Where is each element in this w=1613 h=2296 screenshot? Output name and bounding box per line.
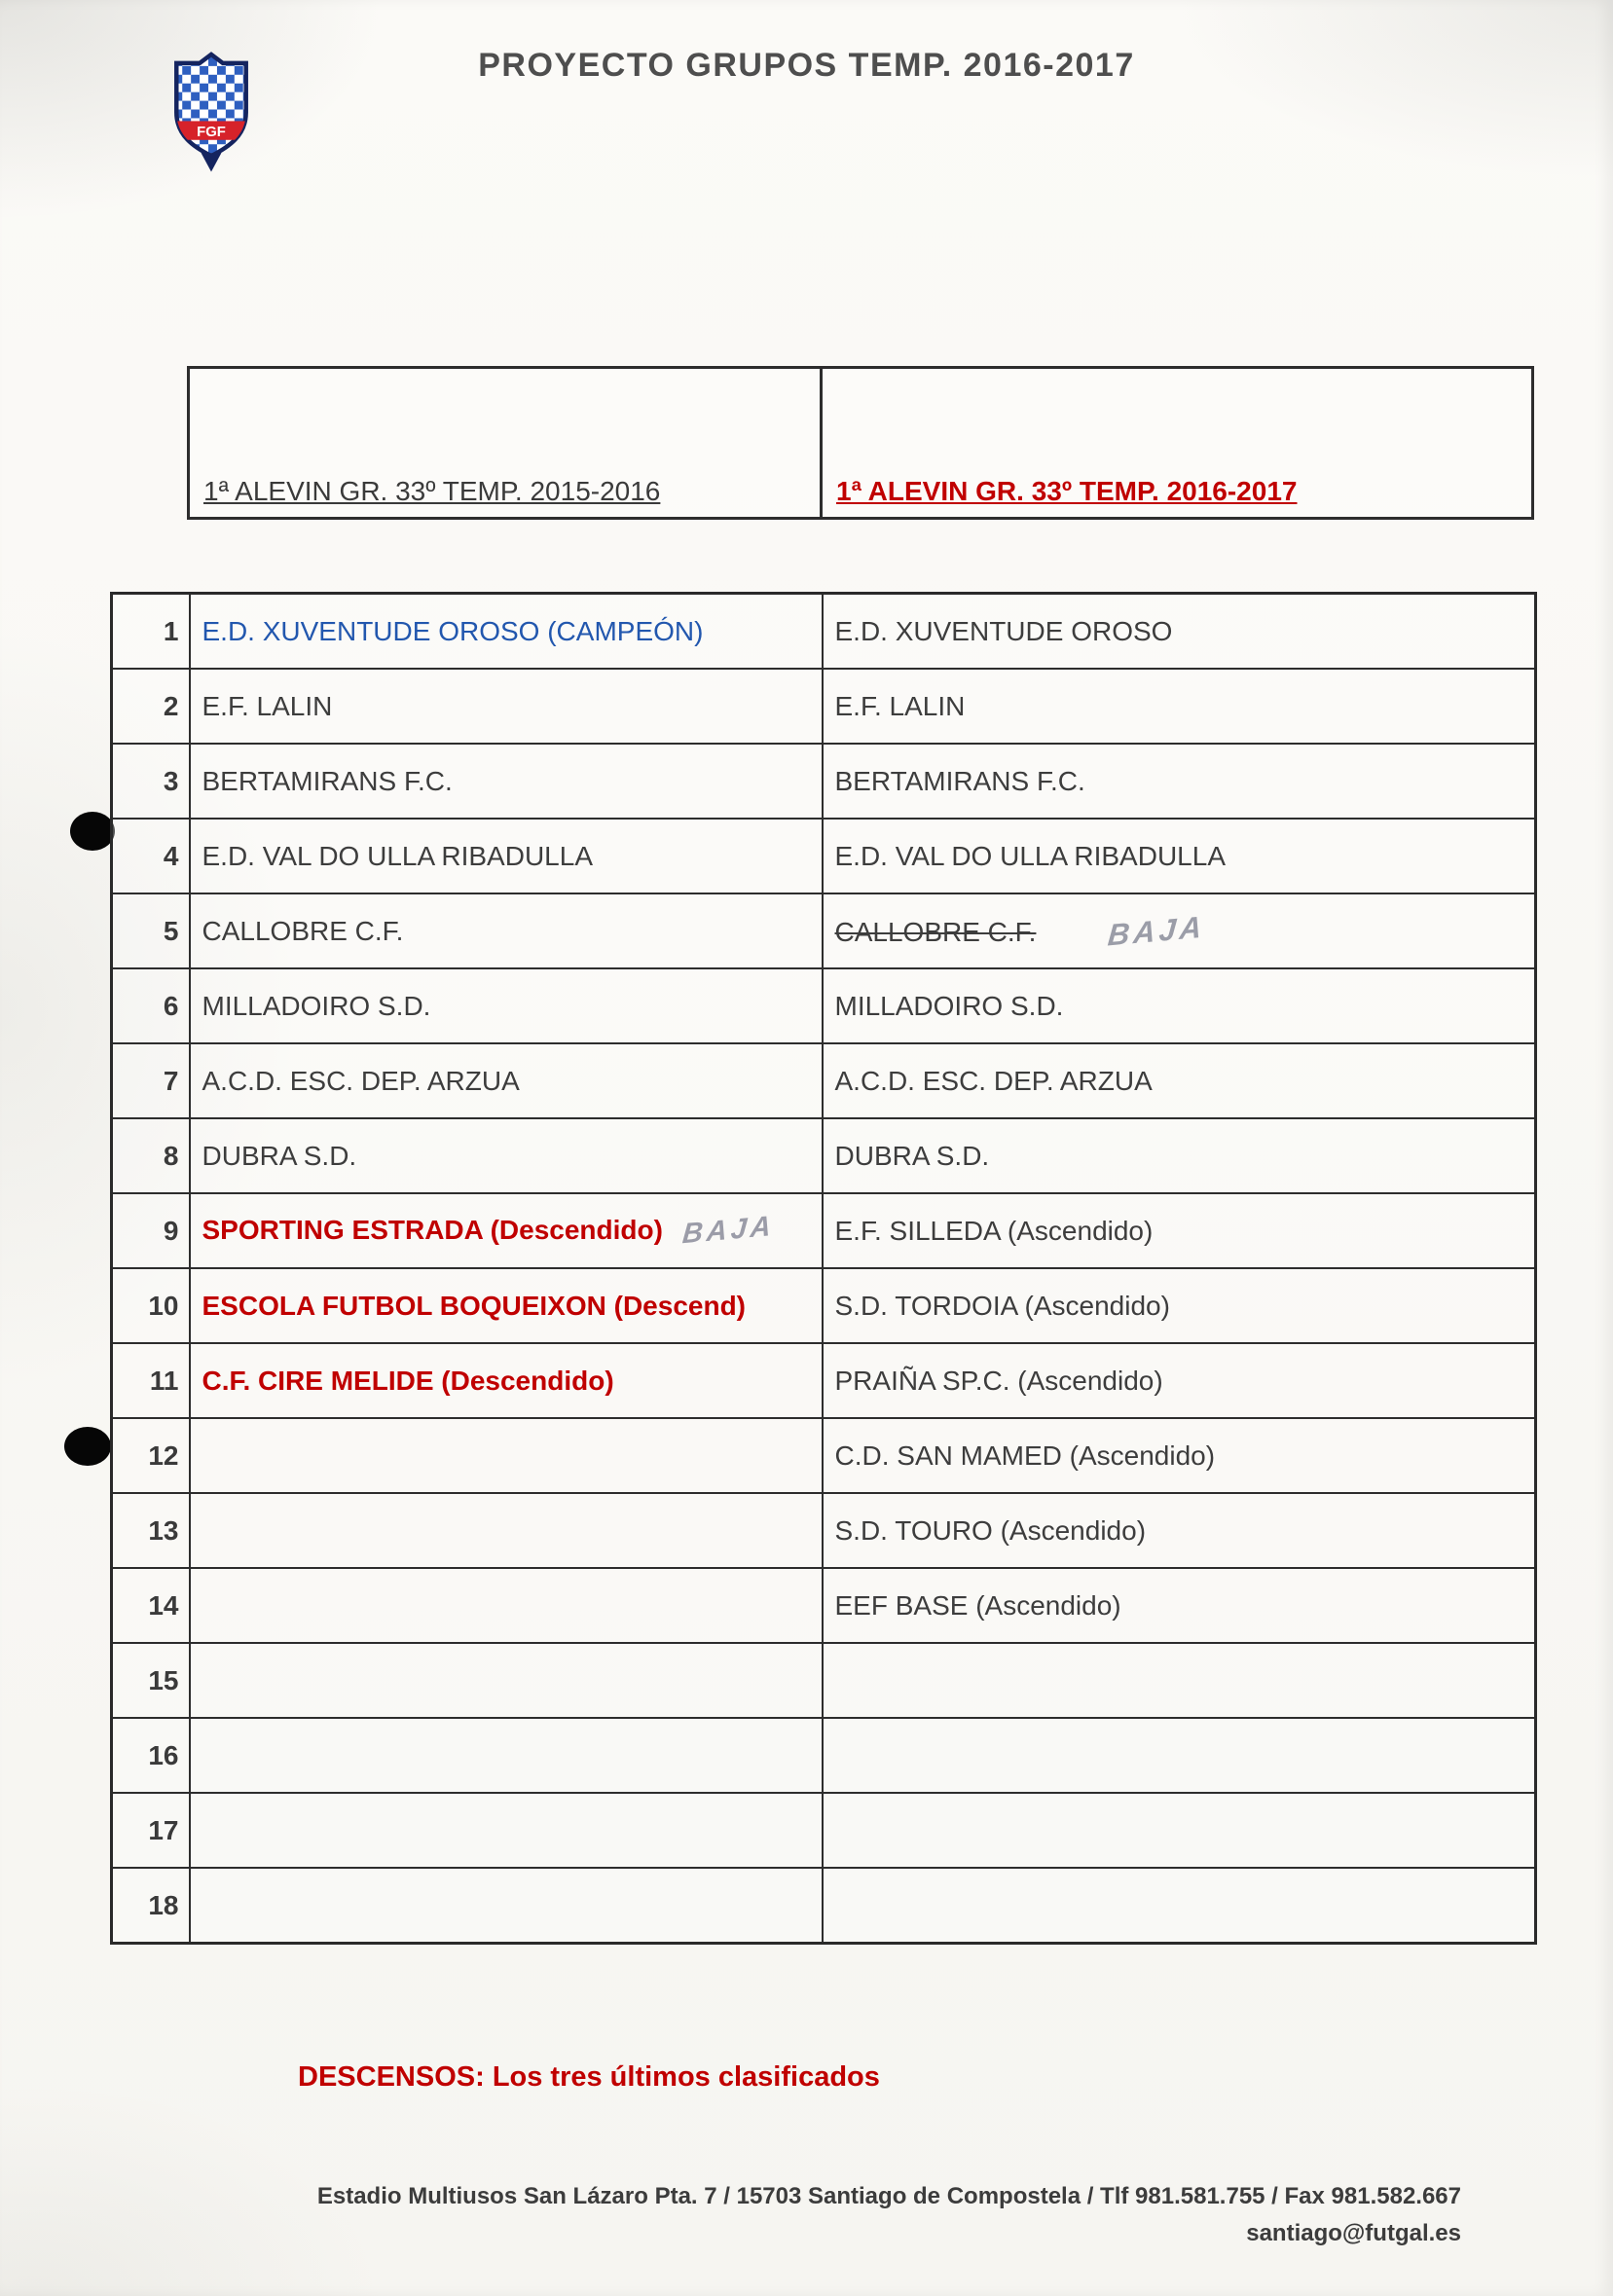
table-row [112,1718,1536,1793]
club-current-season: PRAIÑA SP.C. (Ascendido) [823,1343,1536,1418]
club-previous-season: CALLOBRE C.F. [190,893,823,968]
row-number: 8 [112,1118,190,1193]
club-current-season: MILLADOIRO S.D. [823,968,1536,1043]
handwritten-baja-note: BAJA [1106,908,1208,953]
season-header-table [187,366,1534,520]
club-previous-season: MILLADOIRO S.D. [190,968,823,1043]
club-current-season: EEF BASE (Ascendido) [823,1568,1536,1643]
table-row [112,1868,1536,1944]
row-number: 6 [112,968,190,1043]
row-number: 1 [112,594,190,670]
club-current-season: E.D. VAL DO ULLA RIBADULLA [823,819,1536,893]
row-number: 14 [112,1568,190,1643]
row-number: 10 [112,1268,190,1343]
row-number: 18 [112,1868,190,1944]
row-number: 12 [112,1418,190,1493]
season-header-2016-2017: 1ª ALEVIN GR. 33º TEMP. 2016-2017 [836,476,1298,506]
hole-punch-mark [64,1427,111,1466]
footer-email: santiago@futgal.es [1246,2220,1461,2246]
season-header-2015-2016: 1ª ALEVIN GR. 33º TEMP. 2015-2016 [190,369,823,517]
club-previous-season: E.F. LALIN [190,669,823,744]
club-current-season: E.F. LALIN [823,669,1536,744]
table-row [112,1493,1536,1568]
club-current-season [823,893,1536,968]
club-current-season: E.F. SILLEDA (Ascendido) [823,1193,1536,1268]
club-descendido: SPORTING ESTRADA (Descendido) [202,1215,663,1245]
club-previous-season: BERTAMIRANS F.C. [190,744,823,819]
fgf-logo-label: FGF [197,125,226,141]
groups-table-body [112,594,1536,1944]
club-previous-season: E.D. XUVENTUDE OROSO (CAMPEÓN) [190,594,823,670]
club-previous-season [190,1718,823,1793]
groups-table [110,592,1537,1945]
row-number: 2 [112,669,190,744]
club-crossed-out: CALLOBRE C.F. [834,916,1037,947]
table-row [112,1043,1536,1118]
table-row [112,968,1536,1043]
document-title: PROYECTO GRUPOS TEMP. 2016-2017 [478,47,1135,84]
table-row [112,1793,1536,1868]
row-number: 16 [112,1718,190,1793]
table-row [112,744,1536,819]
footer-contact [317,2182,1461,2248]
club-current-season: A.C.D. ESC. DEP. ARZUA [823,1043,1536,1118]
footer-address: Estadio Multiusos San Lázaro Pta. 7 / 15703 Santiago de Compostela / Tlf 981.581.755 / Fax 981.582.667 [316,2183,1461,2209]
club-current-season: S.D. TORDOIA (Ascendido) [823,1268,1536,1343]
hole-punch-mark [70,812,115,851]
table-row [112,1568,1536,1643]
table-row [112,1643,1536,1718]
club-previous-season: E.D. VAL DO ULLA RIBADULLA [190,819,823,893]
club-previous-season [190,1868,823,1944]
table-row [112,1418,1536,1493]
club-current-season: S.D. TOURO (Ascendido) [823,1493,1536,1568]
row-number: 7 [112,1043,190,1118]
table-row [112,669,1536,744]
club-previous-season [190,1793,823,1868]
row-number: 13 [112,1493,190,1568]
descensos-note: DESCENSOS: Los tres últimos clasificados [298,2061,880,2093]
row-number: 4 [112,819,190,893]
table-row [112,1193,1536,1268]
club-previous-season: C.F. CIRE MELIDE (Descendido) [190,1343,823,1418]
club-current-season: C.D. SAN MAMED (Ascendido) [823,1418,1536,1493]
club-previous-season [190,1418,823,1493]
row-number: 3 [112,744,190,819]
club-current-season: E.D. XUVENTUDE OROSO [823,594,1536,670]
row-number: 5 [112,893,190,968]
table-row [112,1268,1536,1343]
club-current-season [823,1793,1536,1868]
club-previous-season: DUBRA S.D. [190,1118,823,1193]
club-current-season [823,1718,1536,1793]
handwritten-baja-note: BAJA [680,1210,776,1251]
table-row [112,1118,1536,1193]
club-current-season [823,1643,1536,1718]
table-row [112,819,1536,893]
club-current-season [823,1868,1536,1944]
row-number: 11 [112,1343,190,1418]
table-row [112,893,1536,968]
club-previous-season: A.C.D. ESC. DEP. ARZUA [190,1043,823,1118]
row-number: 9 [112,1193,190,1268]
club-previous-season [190,1568,823,1643]
club-previous-season [190,1643,823,1718]
table-row [112,1343,1536,1418]
club-previous-season [190,1493,823,1568]
club-current-season: DUBRA S.D. [823,1118,1536,1193]
club-previous-season: ESCOLA FUTBOL BOQUEIXON (Descend) [190,1268,823,1343]
row-number: 17 [112,1793,190,1868]
club-current-season: BERTAMIRANS F.C. [823,744,1536,819]
table-row [112,594,1536,670]
row-number: 15 [112,1643,190,1718]
club-previous-season [190,1193,823,1268]
